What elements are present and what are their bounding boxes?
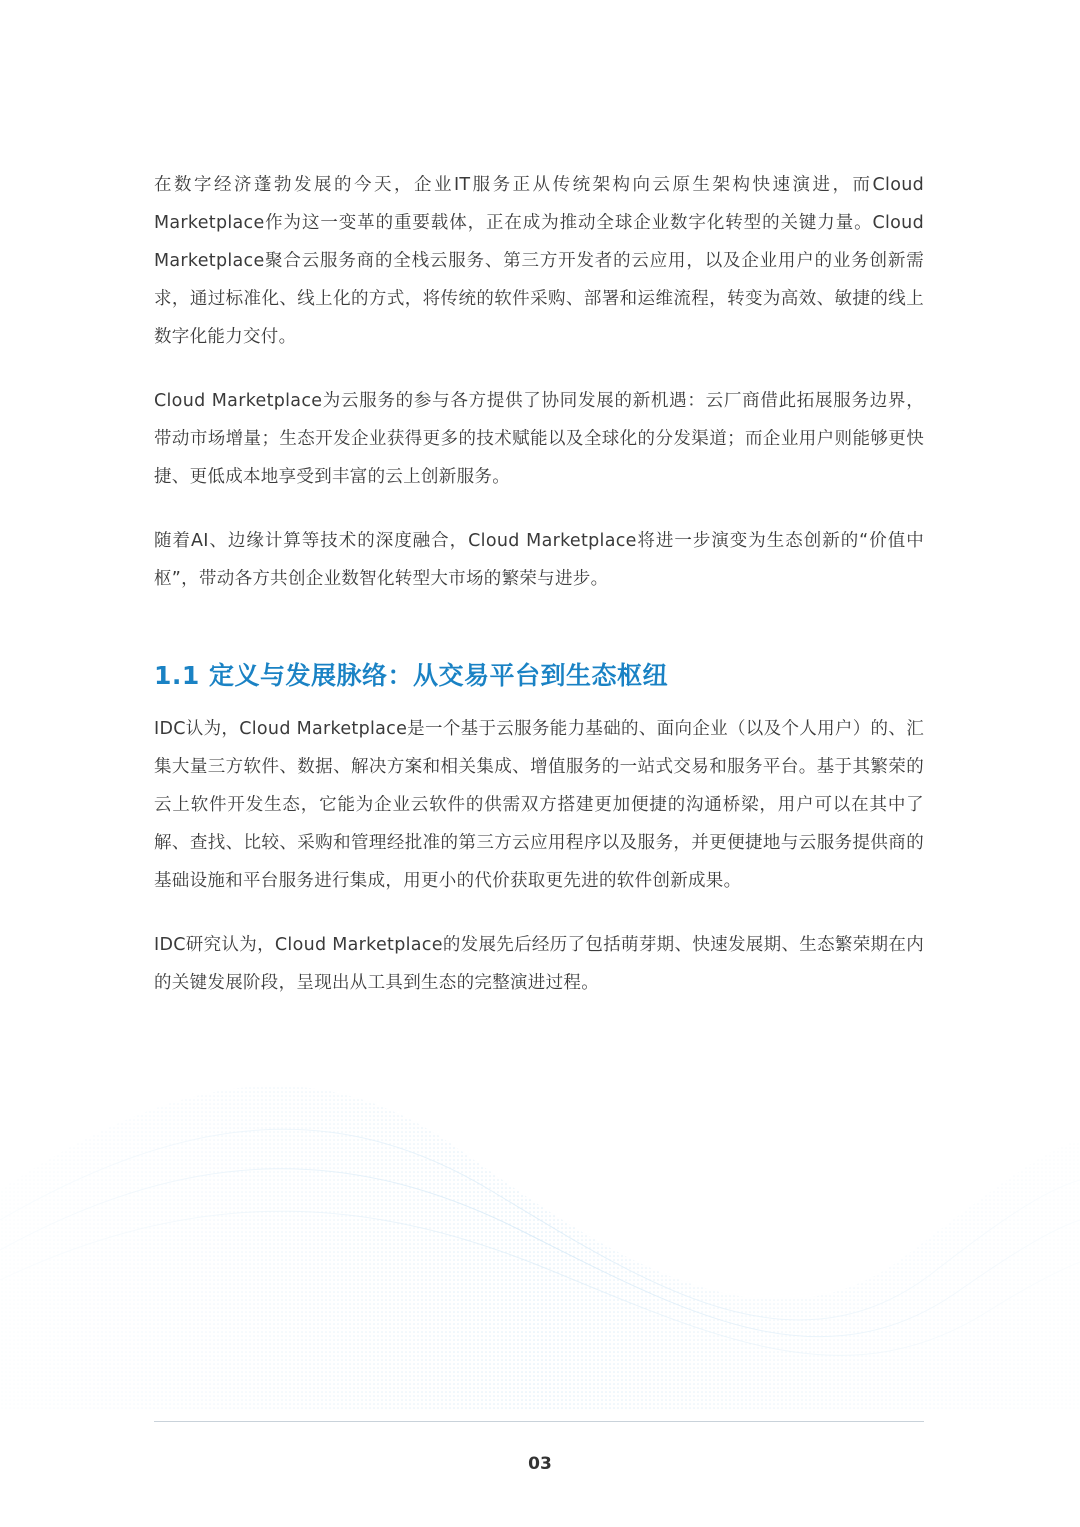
page-number: 03 <box>528 1454 552 1474</box>
footer-divider <box>154 1421 924 1422</box>
intro-paragraph-2: Cloud Marketplace为云服务的参与各方提供了协同发展的新机遇：云厂商借此拓展服务边界，带动市场增量；生态开发企业获得更多的技术赋能以及全球化的分发渠道；而企业用户则能够更快捷、更低成本地享受到丰富的云上创新服务。 <box>154 391 924 487</box>
intro-paragraph-3: 随着AI、边缘计算等技术的深度融合，Cloud Marketplace将进一步演变为生态创新的“价值中枢”，带动各方共创企业数智化转型大市场的繁荣与进步。 <box>154 531 924 589</box>
page-content <box>154 166 924 1028</box>
decorative-dotted-wave <box>0 1030 1080 1410</box>
section-paragraph-2: IDC研究认为，Cloud Marketplace的发展先后经历了包括萌芽期、快速发展期、生态繁荣期在内的关键发展阶段，呈现出从工具到生态的完整演进过程。 <box>154 935 924 993</box>
intro-paragraph-1: 在数字经济蓬勃发展的今天，企业IT服务正从传统架构向云原生架构快速演进，而Cloud Marketplace作为这一变革的重要载体，正在成为推动全球企业数字化转型的关键力量。Cloud Marketplace聚合云服务商的全栈云服务、第三方开发者的云应用，以及企业用户的业务创新需求，通过标准化、线上化的方式，将传统的软件采购、部署和运维流程，转变为高效、敏捷的线上数字化能力交付。 <box>154 175 924 347</box>
section-heading: 1.1 定义与发展脉络：从交易平台到生态枢纽 <box>154 661 668 690</box>
section-paragraph-1: IDC认为，Cloud Marketplace是一个基于云服务能力基础的、面向企业（以及个人用户）的、汇集大量三方软件、数据、解决方案和相关集成、增值服务的一站式交易和服务平台。基于其繁荣的云上软件开发生态，它能为企业云软件的供需双方搭建更加便捷的沟通桥梁，用户可以在其中了解、查找、比较、采购和管理经批准的第三方云应用程序以及服务，并更便捷地与云服务提供商的基础设施和平台服务进行集成，用更小的代价获取更先进的软件创新成果。 <box>154 719 924 891</box>
